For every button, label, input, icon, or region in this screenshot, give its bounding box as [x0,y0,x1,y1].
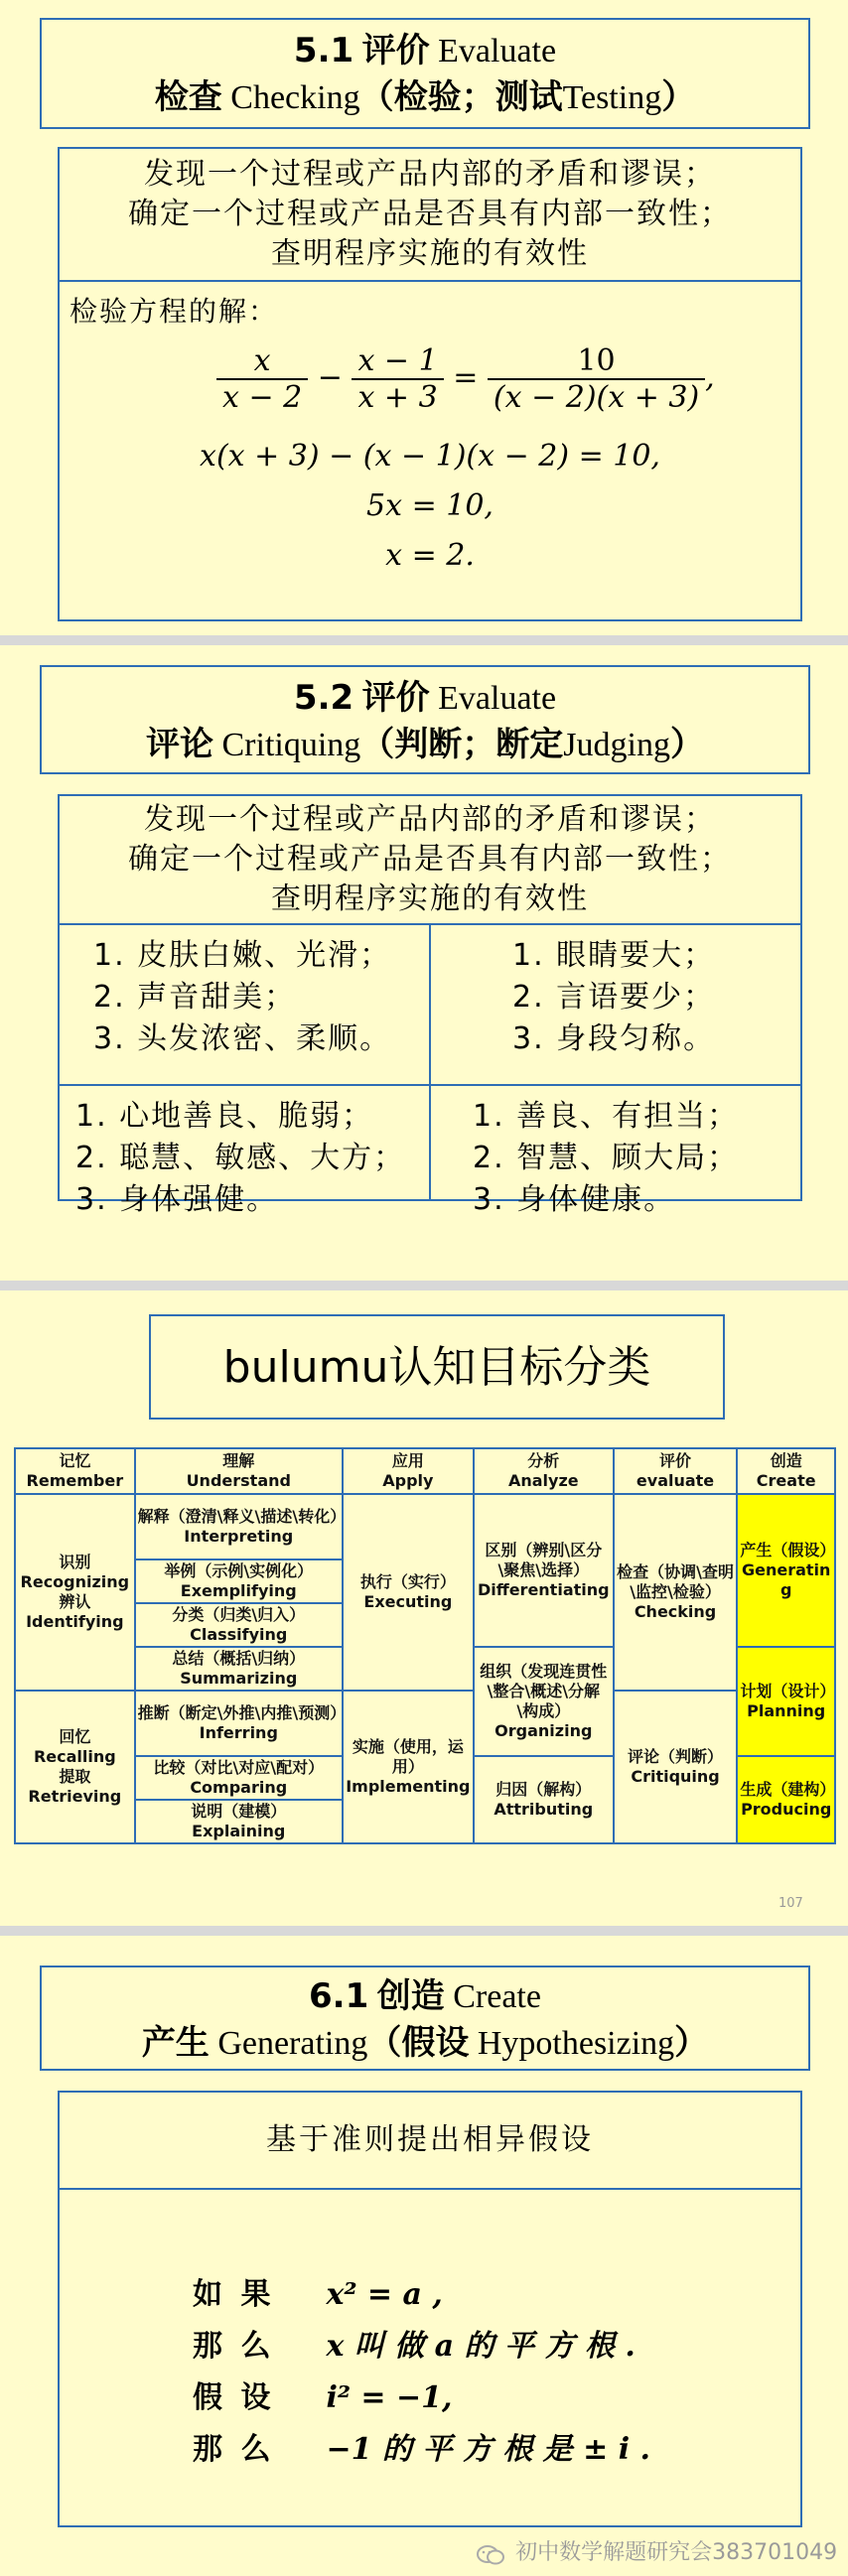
criteria-item: 1. 心地善良、脆弱； [75,1099,374,1134]
subtitle-cn: 产生 [141,2023,210,2063]
criteria-item: 2. 言语要少； [512,980,716,1015]
slide-title [40,18,810,129]
definition-block [60,800,800,919]
definition-line: 发现一个过程或产品内部的矛盾和谬误； [144,157,716,192]
slide-evaluate-checking [0,0,848,635]
analyze-organizing: 组织（发现连贯性\整合\概述\分解\构成） Organizing [474,1647,614,1756]
title-number: 6.1 [309,1976,369,2016]
remember-recalling: 回忆 Recalling 提取 Retrieving [15,1691,135,1843]
content-panel [58,794,802,1217]
column-divider [429,923,431,1199]
example-label: 检验方程的解： [70,295,279,328]
title-cn: 评价 [361,31,430,70]
criteria-cell [512,935,800,1060]
analyze-attributing: 归因（解构） Attributing [474,1756,614,1843]
criteria-item: 2. 声音甜美； [93,980,297,1015]
slide-title [149,1314,725,1420]
equation-2: x(x + 3) − (x − 1)(x − 2) = 10, [200,439,660,474]
criteria-item: 1. 眼睛要大； [512,938,716,973]
create-generating: 产生（假设） Generating [737,1494,835,1647]
slide-separator [0,1926,848,1936]
criteria-item: 2. 智慧、顾大局； [473,1141,740,1175]
subtitle-paren-en: Hypothesizing [477,2025,675,2062]
title-cn: 评价 [361,678,430,718]
remember-recognizing: 识别 Recognizing 辨认 Identifying [15,1494,135,1691]
criteria-item: 1. 皮肤白嫩、光滑； [93,938,392,973]
watermark-text: 初中数学解题研究会383701049 [515,2540,838,2565]
header-evaluate: 评价 evaluate [614,1448,738,1494]
understand-explaining: 说明（建模） Explaining [135,1800,343,1843]
subtitle-paren-close: ） [669,725,704,764]
hypothesis-line: 假 设 i² = −1, [193,2380,453,2415]
subtitle-en: Generating [217,2025,368,2062]
criteria-item: 3. 身体强健。 [75,1182,279,1217]
header-create: 创造 Create [737,1448,835,1494]
slide-evaluate-critiquing [0,645,848,1281]
title-en: Evaluate [438,33,557,69]
slide-bloom-taxonomy [0,1290,848,1926]
panel-subtitle: 基于准则提出相异假设 [266,2122,594,2157]
apply-executing: 执行（实行） Executing [343,1494,474,1691]
criteria-cell [75,1096,423,1221]
create-planning: 计划（设计） Planning [737,1647,835,1756]
subtitle-paren-cn: （假设 [367,2023,470,2063]
header-apply: 应用 Apply [343,1448,474,1494]
divider [60,280,800,282]
fraction: $\frac{x - 1}{x + 3}$ [352,343,443,415]
header-understand: 理解 Understand [135,1448,343,1494]
subtitle-paren-close: ） [674,2023,709,2063]
title-cn: 创造 [376,1976,445,2016]
apply-implementing: 实施（使用，运用） Implementing [343,1691,474,1843]
definition-line: 查明程序实施的有效性 [271,236,589,271]
equation-1: $\frac{x}{x - 2}$ − $\frac{x - 1}{x + 3}$ = $\frac{10}{(x - 2)(x + 3)}$ , [216,343,800,415]
equation-3: 5x = 10, [366,488,494,523]
understand-classifying: 分类（归类\归入） Classifying [135,1603,343,1647]
understand-summarizing: 总结（概括\归纳） Summarizing [135,1647,343,1691]
slide-separator [0,635,848,645]
title-number: 5.1 [293,31,354,70]
criteria-item: 3. 身体健康。 [473,1182,676,1217]
content-panel [58,2091,802,2527]
definition-block [60,155,800,274]
criteria-cell [93,935,421,1060]
analyze-differentiating: 区别（辨别\区分\聚焦\选择） Differentiating [474,1494,614,1647]
divider [60,2188,800,2190]
taxonomy-table [14,1447,836,1844]
slide-create-generating [0,1936,848,2576]
hypothesis-line: 那 么 −1 的 平 方 根 是 ± i . [193,2432,650,2467]
subtitle-cn: 检查 [154,77,222,117]
fraction: $\frac{10}{(x - 2)(x + 3)}$ [488,343,705,415]
criteria-item: 1. 善良、有担当； [473,1099,740,1134]
title-number: 5.2 [293,678,354,718]
subtitle-paren-en: Judging [563,727,670,763]
definition-line: 确定一个过程或产品是否具有内部一致性； [128,197,732,231]
taxonomy-title: bulumu认知目标分类 [222,1342,651,1393]
slide-title [40,665,810,774]
hypothesis-line: 那 么 x 叫 做 a 的 平 方 根 . [193,2329,636,2364]
page-number: 107 [778,1896,803,1911]
slide-title [40,1966,810,2071]
equation-4: x = 2. [385,538,475,573]
subtitle-paren-close: ） [661,77,696,117]
title-en: Create [453,1978,541,2015]
understand-comparing: 比较（对比\对应\配对） Comparing [135,1756,343,1800]
understand-exemplifying: 举例（示例\实例化） Exemplifying [135,1559,343,1603]
header-remember: 记忆 Remember [15,1448,135,1494]
definition-line: 发现一个过程或产品内部的矛盾和谬误； [144,802,716,837]
subtitle-cn: 评论 [146,725,213,764]
understand-interpreting: 解释（澄清\释义\描述\转化） Interpreting [135,1494,343,1559]
title-en: Evaluate [438,680,557,717]
watermark [477,2535,837,2566]
criteria-item: 2. 聪慧、敏感、大方； [75,1141,406,1175]
header-analyze: 分析 Analyze [474,1448,614,1494]
definition-line: 查明程序实施的有效性 [271,881,589,916]
criteria-item: 3. 身段匀称。 [512,1021,716,1056]
subtitle-en: Critiquing [221,727,361,763]
fraction: $\frac{x}{x - 2}$ [216,343,308,415]
evaluate-checking: 检查（协调\查明\监控\检验） Checking [614,1494,738,1691]
wechat-icon [477,2544,504,2566]
subtitle-paren-cn: （检验；测试 [359,77,563,117]
hypothesis-line: 如 果 x² = a , [193,2277,443,2312]
criteria-cell [473,1096,800,1221]
content-panel [58,147,802,621]
understand-inferring: 推断（断定\外推\内推\预测） Inferring [135,1691,343,1756]
evaluate-critiquing: 评论（判断） Critiquing [614,1691,738,1843]
create-producing: 生成（建构） Producing [737,1756,835,1843]
subtitle-paren-en: Testing [562,79,662,116]
criteria-item: 3. 头发浓密、柔顺。 [93,1021,392,1056]
subtitle-en: Checking [230,79,360,116]
slide-separator [0,1281,848,1290]
subtitle-paren-cn: （判断；断定 [360,725,564,764]
definition-line: 确定一个过程或产品是否具有内部一致性； [128,842,732,877]
